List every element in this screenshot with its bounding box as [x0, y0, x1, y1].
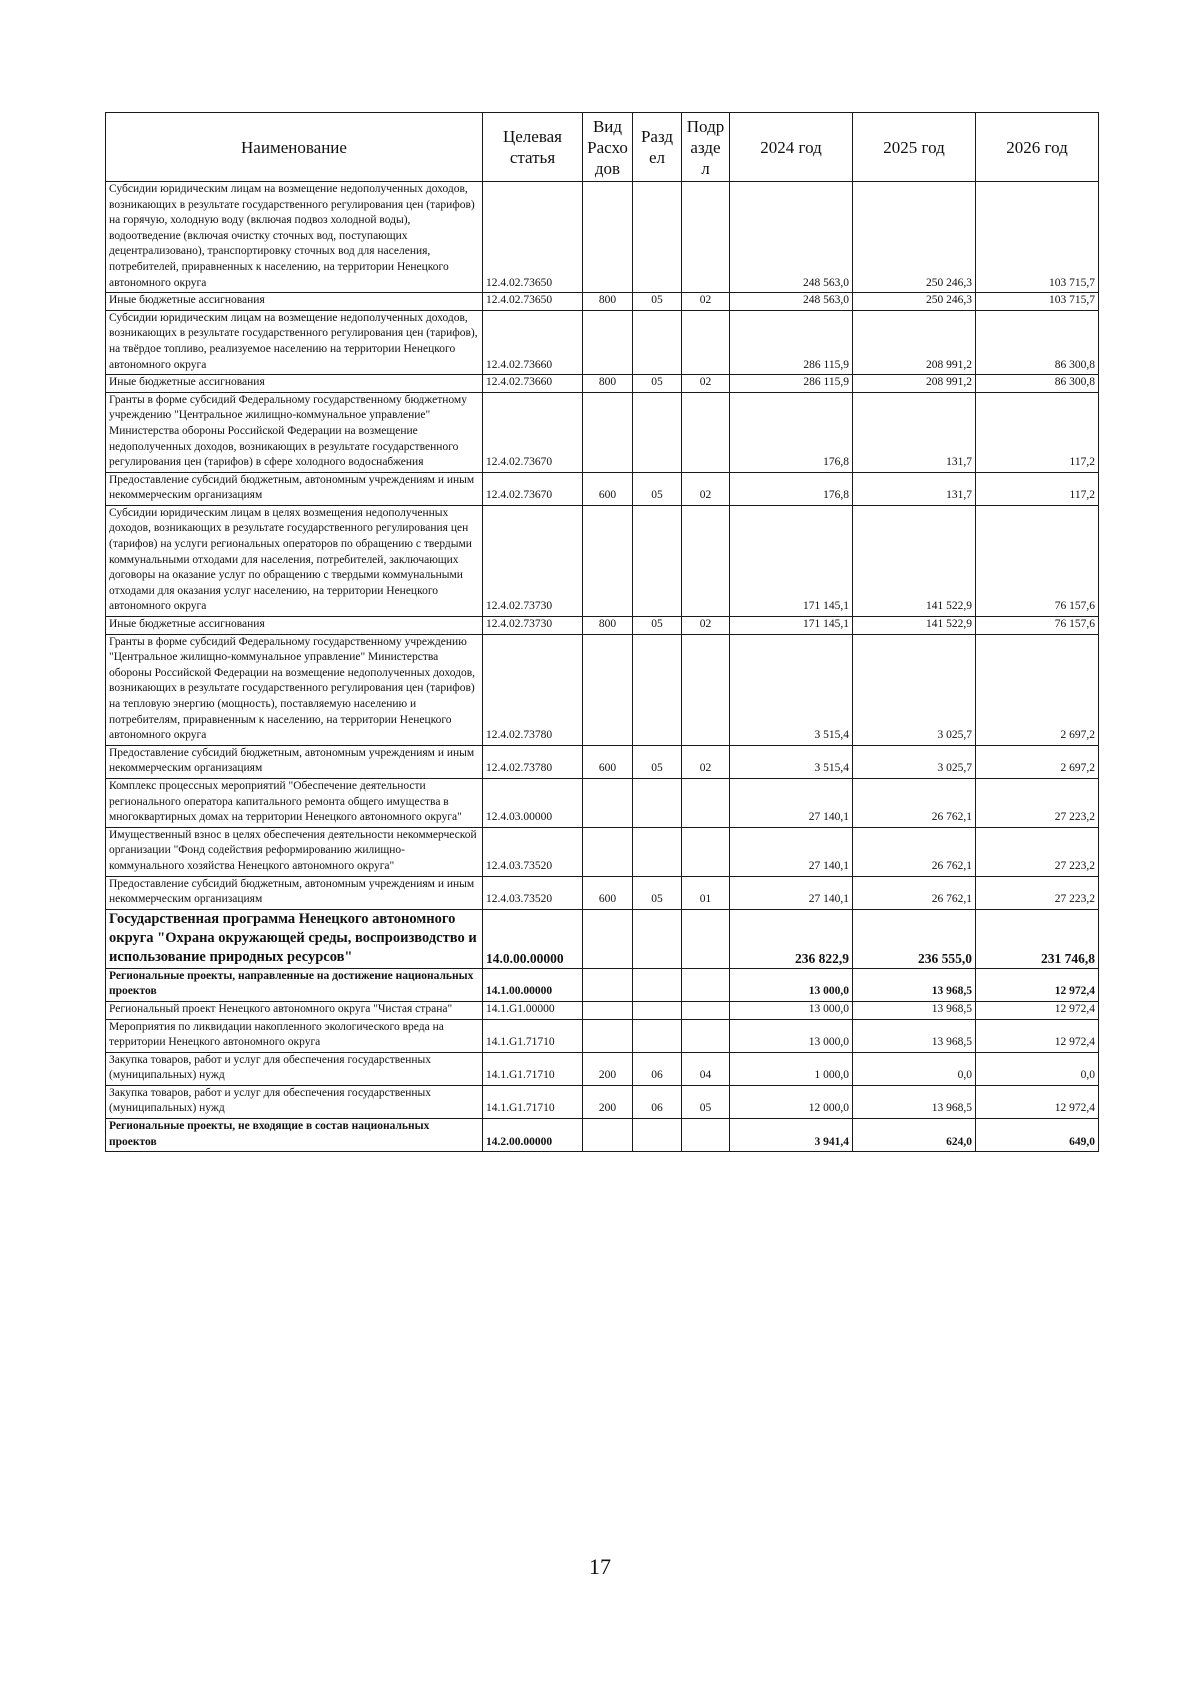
cell-section: 05 — [633, 876, 682, 909]
cell-section — [633, 778, 682, 827]
cell-year-2026: 76 157,6 — [976, 505, 1099, 616]
cell-year-2025: 13 968,5 — [853, 1019, 976, 1052]
table-body — [106, 182, 1099, 1152]
cell-section — [633, 182, 682, 293]
cell-year-2025: 26 762,1 — [853, 876, 976, 909]
cell-name: Гранты в форме субсидий Федеральному государственному бюджетному учреждению "Центральное жилищно-коммунальное управление" Министерства обороны Российской Федерации на возмещение недополученных доходов, возникающих в результате государственного регулирования цен (тарифов) в сфере холодного водоснабжения — [106, 392, 483, 472]
cell-year-2026: 0,0 — [976, 1052, 1099, 1085]
cell-year-2025: 141 522,9 — [853, 617, 976, 635]
cell-year-2024: 3 941,4 — [730, 1119, 853, 1152]
table-row — [106, 909, 1099, 968]
cell-name: Предоставление субсидий бюджетным, автономным учреждениям и иным некоммерческим организациям — [106, 876, 483, 909]
cell-section — [633, 1119, 682, 1152]
cell-expense-type — [583, 392, 633, 472]
cell-expense-type: 600 — [583, 876, 633, 909]
cell-name: Иные бюджетные ассигнования — [106, 375, 483, 393]
table-row — [106, 1085, 1099, 1118]
cell-name: Комплекс процессных мероприятий "Обеспечение деятельности регионального оператора капитального ремонта общего имущества в многоквартирных домах на территории Ненецкого автономного округа" — [106, 778, 483, 827]
cell-year-2025: 131,7 — [853, 392, 976, 472]
cell-year-2026: 117,2 — [976, 392, 1099, 472]
cell-name: Региональные проекты, не входящие в состав национальных проектов — [106, 1119, 483, 1152]
cell-year-2024: 286 115,9 — [730, 375, 853, 393]
cell-subsection — [682, 505, 730, 616]
cell-year-2024: 171 145,1 — [730, 505, 853, 616]
cell-year-2025: 208 991,2 — [853, 310, 976, 374]
table-row — [106, 182, 1099, 293]
cell-year-2026: 86 300,8 — [976, 375, 1099, 393]
cell-target-article: 14.1.G1.00000 — [483, 1001, 583, 1019]
cell-target-article: 14.0.00.00000 — [483, 909, 583, 968]
budget-table — [105, 112, 1099, 1152]
cell-subsection: 02 — [682, 375, 730, 393]
cell-year-2026: 86 300,8 — [976, 310, 1099, 374]
cell-year-2026: 27 223,2 — [976, 778, 1099, 827]
cell-name: Субсидии юридическим лицам в целях возмещения недополученных доходов, возникающих в результате государственного регулирования цен (тарифов) на услуги региональных операторов по обращению с твердыми коммунальными отходами для населения, потребителей, заключающих договоры на оказание услуг по обращению с твердыми коммунальными отходами для оказания услуг населению, на территории Ненецкого автономного округа — [106, 505, 483, 616]
cell-section — [633, 909, 682, 968]
table-row — [106, 310, 1099, 374]
cell-section: 05 — [633, 472, 682, 505]
cell-year-2025: 13 968,5 — [853, 968, 976, 1001]
cell-year-2025: 26 762,1 — [853, 827, 976, 876]
cell-subsection: 02 — [682, 472, 730, 505]
header-subsection: Подр азде л — [682, 113, 730, 182]
cell-year-2025: 250 246,3 — [853, 293, 976, 311]
cell-expense-type: 600 — [583, 472, 633, 505]
cell-expense-type: 800 — [583, 375, 633, 393]
cell-expense-type — [583, 505, 633, 616]
cell-year-2025: 26 762,1 — [853, 778, 976, 827]
cell-target-article: 12.4.02.73780 — [483, 745, 583, 778]
cell-target-article: 14.1.G1.71710 — [483, 1019, 583, 1052]
cell-year-2024: 13 000,0 — [730, 1019, 853, 1052]
cell-year-2025: 141 522,9 — [853, 505, 976, 616]
cell-year-2025: 236 555,0 — [853, 909, 976, 968]
cell-year-2025: 250 246,3 — [853, 182, 976, 293]
table-row — [106, 293, 1099, 311]
cell-year-2024: 13 000,0 — [730, 1001, 853, 1019]
header-year-2025: 2025 год — [853, 113, 976, 182]
cell-section: 05 — [633, 293, 682, 311]
cell-year-2024: 176,8 — [730, 472, 853, 505]
cell-year-2026: 12 972,4 — [976, 1001, 1099, 1019]
cell-subsection — [682, 968, 730, 1001]
cell-section — [633, 968, 682, 1001]
cell-target-article: 12.4.02.73730 — [483, 505, 583, 616]
cell-name: Иные бюджетные ассигнования — [106, 617, 483, 635]
cell-year-2026: 2 697,2 — [976, 634, 1099, 745]
cell-year-2025: 13 968,5 — [853, 1085, 976, 1118]
cell-expense-type: 800 — [583, 293, 633, 311]
cell-name: Иные бюджетные ассигнования — [106, 293, 483, 311]
table-row — [106, 778, 1099, 827]
cell-year-2024: 13 000,0 — [730, 968, 853, 1001]
cell-year-2024: 176,8 — [730, 392, 853, 472]
cell-section: 05 — [633, 617, 682, 635]
cell-expense-type — [583, 968, 633, 1001]
cell-name: Имущественный взнос в целях обеспечения деятельности некоммерческой организации "Фонд содействия реформированию жилищно-коммунального хозяйства Ненецкого автономного округа" — [106, 827, 483, 876]
cell-subsection: 01 — [682, 876, 730, 909]
cell-subsection: 02 — [682, 617, 730, 635]
cell-expense-type — [583, 1001, 633, 1019]
cell-year-2024: 27 140,1 — [730, 778, 853, 827]
cell-year-2024: 236 822,9 — [730, 909, 853, 968]
cell-target-article: 12.4.02.73660 — [483, 310, 583, 374]
cell-expense-type — [583, 827, 633, 876]
cell-subsection: 02 — [682, 745, 730, 778]
cell-name: Государственная программа Ненецкого автономного округа "Охрана окружающей среды, воспроизводство и использование природных ресурсов" — [106, 909, 483, 968]
cell-year-2025: 3 025,7 — [853, 634, 976, 745]
header-expense-type: Вид Расхо дов — [583, 113, 633, 182]
cell-target-article: 12.4.03.73520 — [483, 827, 583, 876]
cell-expense-type — [583, 182, 633, 293]
header-name: Наименование — [106, 113, 483, 182]
cell-expense-type: 800 — [583, 617, 633, 635]
cell-section — [633, 1001, 682, 1019]
cell-year-2025: 13 968,5 — [853, 1001, 976, 1019]
cell-section — [633, 310, 682, 374]
cell-name: Предоставление субсидий бюджетным, автономным учреждениям и иным некоммерческим организациям — [106, 745, 483, 778]
cell-expense-type — [583, 778, 633, 827]
table-header-row — [106, 113, 1099, 182]
cell-target-article: 14.1.G1.71710 — [483, 1085, 583, 1118]
cell-subsection — [682, 1019, 730, 1052]
cell-year-2024: 3 515,4 — [730, 634, 853, 745]
cell-year-2025: 3 025,7 — [853, 745, 976, 778]
cell-year-2026: 231 746,8 — [976, 909, 1099, 968]
cell-subsection — [682, 1119, 730, 1152]
cell-subsection — [682, 392, 730, 472]
table-row — [106, 505, 1099, 616]
cell-target-article: 12.4.03.00000 — [483, 778, 583, 827]
table-row — [106, 392, 1099, 472]
cell-expense-type — [583, 909, 633, 968]
cell-target-article: 12.4.02.73670 — [483, 392, 583, 472]
cell-year-2025: 624,0 — [853, 1119, 976, 1152]
cell-section — [633, 505, 682, 616]
cell-year-2024: 171 145,1 — [730, 617, 853, 635]
cell-name: Мероприятия по ликвидации накопленного экологического вреда на территории Ненецкого автономного округа — [106, 1019, 483, 1052]
cell-section — [633, 392, 682, 472]
table-row — [106, 472, 1099, 505]
page-number: 17 — [589, 1554, 611, 1579]
table-row — [106, 745, 1099, 778]
cell-name: Субсидии юридическим лицам на возмещение недополученных доходов, возникающих в результате государственного регулирования цен (тарифов), на твёрдое топливо, реализуемое населению на территории Ненецкого автономного округа — [106, 310, 483, 374]
cell-expense-type — [583, 1019, 633, 1052]
cell-section: 06 — [633, 1085, 682, 1118]
cell-name: Закупка товаров, работ и услуг для обеспечения государственных (муниципальных) нужд — [106, 1052, 483, 1085]
header-year-2024: 2024 год — [730, 113, 853, 182]
cell-section — [633, 634, 682, 745]
cell-target-article: 12.4.02.73780 — [483, 634, 583, 745]
cell-year-2026: 27 223,2 — [976, 827, 1099, 876]
cell-year-2026: 117,2 — [976, 472, 1099, 505]
table-row — [106, 1052, 1099, 1085]
header-target-article: Целевая статья — [483, 113, 583, 182]
cell-year-2026: 27 223,2 — [976, 876, 1099, 909]
table-row — [106, 876, 1099, 909]
cell-name: Гранты в форме субсидий Федеральному государственному учреждению "Центральное жилищно-коммунальное управление" Министерства обороны Российской Федерации на возмещение недополученных доходов, возникающих в результате государственного регулирования цен (тарифов) на тепловую энергию (мощность), поставляемую населению и потребителям, приравненным к населению, на территории Ненецкого автономного округа — [106, 634, 483, 745]
cell-name: Региональный проект Ненецкого автономного округа "Чистая страна" — [106, 1001, 483, 1019]
cell-section — [633, 827, 682, 876]
cell-year-2024: 1 000,0 — [730, 1052, 853, 1085]
table-row — [106, 1001, 1099, 1019]
cell-expense-type: 200 — [583, 1052, 633, 1085]
cell-target-article: 12.4.02.73660 — [483, 375, 583, 393]
cell-subsection — [682, 182, 730, 293]
table-row — [106, 968, 1099, 1001]
cell-year-2026: 103 715,7 — [976, 182, 1099, 293]
cell-section — [633, 1019, 682, 1052]
cell-year-2024: 248 563,0 — [730, 182, 853, 293]
cell-target-article: 14.1.G1.71710 — [483, 1052, 583, 1085]
cell-expense-type — [583, 310, 633, 374]
cell-subsection — [682, 827, 730, 876]
header-year-2026: 2026 год — [976, 113, 1099, 182]
cell-year-2025: 131,7 — [853, 472, 976, 505]
cell-year-2024: 27 140,1 — [730, 827, 853, 876]
table-row — [106, 375, 1099, 393]
cell-target-article: 14.2.00.00000 — [483, 1119, 583, 1152]
cell-target-article: 12.4.03.73520 — [483, 876, 583, 909]
cell-year-2026: 649,0 — [976, 1119, 1099, 1152]
table-row — [106, 1119, 1099, 1152]
cell-target-article: 12.4.02.73650 — [483, 293, 583, 311]
cell-year-2024: 248 563,0 — [730, 293, 853, 311]
cell-year-2025: 208 991,2 — [853, 375, 976, 393]
cell-target-article: 12.4.02.73730 — [483, 617, 583, 635]
cell-target-article: 14.1.00.00000 — [483, 968, 583, 1001]
cell-section: 05 — [633, 375, 682, 393]
table-row — [106, 634, 1099, 745]
cell-year-2026: 2 697,2 — [976, 745, 1099, 778]
cell-section: 06 — [633, 1052, 682, 1085]
cell-year-2026: 76 157,6 — [976, 617, 1099, 635]
cell-year-2024: 3 515,4 — [730, 745, 853, 778]
table-row — [106, 827, 1099, 876]
cell-expense-type — [583, 634, 633, 745]
cell-name: Предоставление субсидий бюджетным, автономным учреждениям и иным некоммерческим организациям — [106, 472, 483, 505]
cell-subsection — [682, 634, 730, 745]
cell-section: 05 — [633, 745, 682, 778]
cell-year-2024: 12 000,0 — [730, 1085, 853, 1118]
cell-name: Региональные проекты, направленные на достижение национальных проектов — [106, 968, 483, 1001]
cell-year-2024: 286 115,9 — [730, 310, 853, 374]
cell-name: Закупка товаров, работ и услуг для обеспечения государственных (муниципальных) нужд — [106, 1085, 483, 1118]
cell-subsection — [682, 310, 730, 374]
cell-year-2026: 12 972,4 — [976, 1085, 1099, 1118]
cell-subsection: 05 — [682, 1085, 730, 1118]
cell-subsection: 04 — [682, 1052, 730, 1085]
header-section: Разд ел — [633, 113, 682, 182]
cell-year-2026: 103 715,7 — [976, 293, 1099, 311]
cell-name: Субсидии юридическим лицам на возмещение недополученных доходов, возникающих в результате государственного регулирования цен (тарифов) на горячую, холодную воду (включая подвоз холодной воды), водоотведение (включая очистку сточных вод, поступающих децентрализовано), транспортировку сточных вод для населения, потребителей, приравненных к населению, на территории Ненецкого автономного округа — [106, 182, 483, 293]
cell-expense-type: 200 — [583, 1085, 633, 1118]
cell-year-2024: 27 140,1 — [730, 876, 853, 909]
cell-subsection — [682, 778, 730, 827]
table-row — [106, 617, 1099, 635]
cell-subsection: 02 — [682, 293, 730, 311]
cell-year-2026: 12 972,4 — [976, 1019, 1099, 1052]
cell-expense-type: 600 — [583, 745, 633, 778]
cell-target-article: 12.4.02.73670 — [483, 472, 583, 505]
cell-year-2025: 0,0 — [853, 1052, 976, 1085]
table-row — [106, 1019, 1099, 1052]
cell-subsection — [682, 909, 730, 968]
cell-expense-type — [583, 1119, 633, 1152]
cell-year-2026: 12 972,4 — [976, 968, 1099, 1001]
cell-subsection — [682, 1001, 730, 1019]
cell-target-article: 12.4.02.73650 — [483, 182, 583, 293]
